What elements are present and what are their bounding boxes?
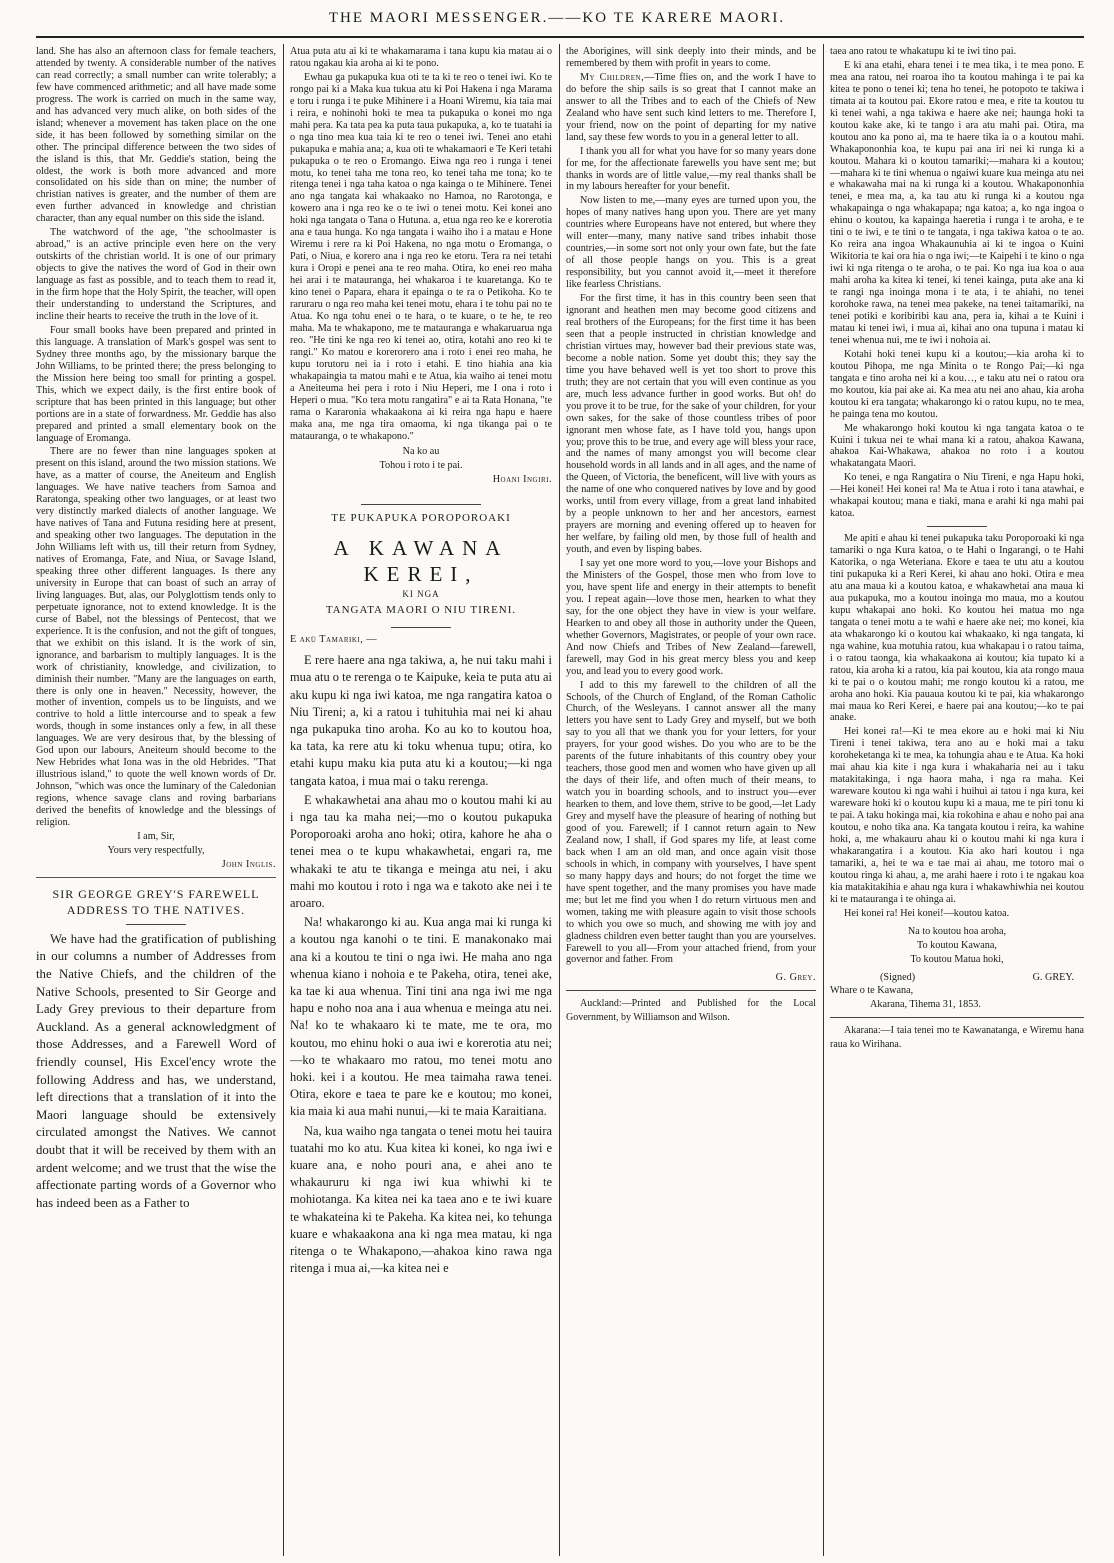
place: Whare o te Kawana, (830, 985, 914, 997)
article-title-maori-sub: TANGATA MAORI O NIU TIRENI. (325, 604, 517, 617)
signature: G. GREY. (1032, 971, 1074, 983)
date: Akarana, Tihema 31, 1853. (870, 999, 981, 1011)
article-title-maori-main: A KAWANA KEREI, (333, 536, 509, 587)
paragraph: The watchword of the age, "the schoolmaster is abroad," is an active principle even here on the very outskirts of the christian world. It is one of our primary objects to give the natives the word of God in their own language as fast as possible, and to teach them to read it, in the firm hope that the Holy Spirit, the teacher, will open their understanding to understand the Scriptures, and incline their hearts to receive the truth in the love of it. (36, 227, 276, 322)
column-divider (559, 44, 560, 1556)
column-1 (36, 46, 276, 1556)
article-intro: We have had the gratification of publishing in our columns a number of Addresses from the Native Chiefs, and the children of the Native Schools, presented to Sir George and Lady Grey previous to their departure from Auckland. As a general acknowledgment of those Addresses, and a Farewell Word of friendly counsel, His Excel'ency wrote the following Address and has, we understand, left directions that a translation of it into the Maori language should be extensively circulated amongst the Natives. We cannot doubt that it will be received by them with an ardent welcome; and we trust that the wise the affectionate parting words of a Governor who has indeed been as a Father to (36, 931, 276, 1210)
signature: Hoani Ingiri. (492, 474, 552, 486)
divider (927, 526, 987, 527)
imprint: Auckland:—Printed and Published for the Local Government, by Williamson and Wilson. (566, 990, 816, 1025)
column-2 (290, 46, 552, 1556)
paragraph: Ko tenei, e nga Rangatira o Niu Tireni, e nga Hapu hoki,—Hei konei! Hei konei ra! Ma te Atua i roto i tana atawhai, e whakapai koutou; mana e tiaki, mana e arahi ki nga mahi pai katoa. (830, 472, 1084, 520)
article-title: SIR GEORGE GREY'S FAREWELL ADDRESS TO THE NATIVES. (52, 886, 260, 917)
closing: To koutou Kawana, (917, 939, 997, 951)
paragraph: I add to this my farewell to the children of all the Schools, of the Church of England, of the Roman Catholic Church, of the Wesleyans. I cannot answer all the many letters you have sent to Lady Grey and myself, but we both say to you all that we thank you for your letters, for your prayers, for your good wishes. Do you who are to be the parents of the future inhabitants of this country obey your teachers, those good men and women who have given up all the days of their life, and often much of their means, to watch you in boarding schools, and to instruct you—ever hearken to them, and love them, strive to be good,—let Lady Grey and myself have the pleasure of hearing of nothing but good of you. Farewell; if I cannot return again to New Zealand now, I shall, if God spares my life, at least come back when I am an old man, and once again visit those schools in which, in company with yourselves, I have spent so many happy days and hours; do not forget the time we have spent together, and the many promises you have made me; but let me find you when I do return virtuous men and women, taking me with pleasure again to visit those schools to which you owe so much, and showing me with joy and gladness children even better taught than you are yourselves. Farewell to you all—From your attached friend, from your governor and father. From (566, 679, 816, 966)
divider (126, 924, 186, 925)
closing: I am, Sir, (137, 830, 175, 842)
column-divider (823, 44, 824, 1556)
paragraph: land. She has also an afternoon class for female teachers, attended by twenty. A considerable number of the natives can read correctly; a small number can write tolerably; a few have commenced arithmetic; and all have made some progress. The work is carried on much in the same way, and has advanced very much alike, on both sides of the island; whenever a movement has taken place on the one side, it has been followed by something similar on the other. The principal difference between the two sides of the island is this, that Mr. Geddie's station, being the oldest, the work is both more advanced and more consolidated on his side than on mine; the number of christian natives is greater, and the number of them are even further advanced in knowledge and christian character, than any equal number on this side the island. (36, 46, 276, 225)
signed-label: (Signed) (880, 971, 916, 983)
paragraph: Na! whakarongo ki au. Kua anga mai ki runga ki a koutou nga kanohi o te tini. E manakonako mai ana ki a koutou te tini o nga iwi. He maha ano nga whenua kiano i nohoia e te Pakeha, otira, tenei ake, ka tae ki aua whenua. Tini tini ana nga iwi me nga hapu e noho noa ana i aua whenua e meinga atu nei. Na! ko te whakaaro ki te mate, me te ora, mo koutou, mo ehinu hoki o aua iwi e korerotia atu nei;—ko te whakaaro mo ratou, mo tenei motu ano hoki. kei i a koutou. He mea taimaha rawa tenei. Otira, ekore e taea te pare ke e koutou; mo konei, kia maia ki aua mahi nunui,—ki te maia Karaitiana. (290, 915, 552, 1119)
signoff: Tohou i roto i te pai. (379, 460, 463, 472)
paragraph: the Aborigines, will sink deeply into their minds, and be remembered by them with profit in years to come. (566, 46, 816, 69)
paragraph: For the first time, it has in this country been seen that ignorant and heathen men may become good citizens and real brothers of the Europeans; for the first time it has been seen that a people instructed in christian knowledge and christian virtues may, however bad their previous state was, become a noble nation. Some yet doubt this; they say the time you have behaved well is yet too short to prove this truth; they are not certain that you will even continue as you are, much less advance further in good works. But oh! do you prove it to be true, for the sake of your children, for your own sakes, for the sake of those countless tribes of poor ignorant men whose fate, as I have told you, hangs upon you; prove this to be true, and every age will bless your race, and the names of many amongst you will become clear household words in all lands and in all ages, and the name of the Queen, of Victoria, the beneficent, will live with yours as the name of one who conquered natives by love and by good works, until from every village, from a great land inhabited by a people unknown to her and her ancestors, earnest prayers are morning and evening offered up to heaven for her welfare, by failing old men, by those full of health and youth, and even by lisping babes. (566, 293, 816, 556)
paragraph: Me apiti e ahau ki tenei pukapuka taku Poroporoaki ki nga tamariki o nga Kura katoa, o te Hahi o Ingarangi, o te Hahi Katorika, o nga Weteriana. Ekore e taea te utu atu a koutou tini pukapuka ki a Reri Kerei, ki ahau ano hoki. Otira e mea atu ana maua ki a koutou katoa, e whakawhetai ana maua ki aua pukapuka, mo a koutou inoinga mo maua, mo a koutou kupu whakapai ano hoki. Ko koutou hei matua mo nga tangata o tenei motu a te wahi e haere ake nei; mo konei, kia ata whakarongo ki o koutou kai whakaako, ki nga tangata, ki nga wahine, kua motuhia ratou, kua whakapau i o ratou taima, i o ratou taonga, kia whakaakona ai koutou; kia tupato ki a ratou, kia aroha ki a ratou, kia pai koutou, kia ata rongo maua ki te pai o o koutou mahi; me rongo koutou ki a ratou, me aroha ano hoki. Kia pauaua koutou ki te pai, kia whakarongo mai maua ko Reri Kerei, e haere pai ana koutou;—ko te pai anake. (830, 533, 1084, 724)
paragraph: Now listen to me,—many eyes are turned upon you, the hopes of many natives hang upon you. There are yet many countries where Europeans have not entered, but where they will enter—many, many native sand tribes inhabit those countries,—in some sort not only your own fate, but the fate of all those people hangs on you. This is a great responsibility, but you cannot avoid it,—meet it therefore like fearless Christians. (566, 195, 816, 291)
paragraph: I say yet one more word to you,—love your Bishops and the Ministers of the Gospel, those men who from love to you, have spent life and energy in their attempts to benefit you. I repeat again—love those men, hearken to what they say, for the one object they have in view is your welfare. Hearken to and obey all those in authority under the Queen, whether Governors, Magistrates, or people of your own race. And now Chiefs and Tribes of New Zealand—farewell, farewell, may God in his great mercy bless you and keep you, and lead you to every good work. (566, 558, 816, 677)
closing: Na to koutou hoa aroha, (907, 925, 1007, 937)
signature-line (830, 972, 1084, 984)
paragraph: My Children,—Time flies on, and the work I have to do before the ship sails is so great that I cannot make an answer to all the Tribes and to each of the Chiefs of New Zealand who have sent such kind letters to me. Therefore I, your friend, now on the point of departing for my native land, say these few words to you in a general letter to all. (566, 71, 816, 143)
column-3 (566, 46, 816, 1556)
signature: G. Grey. (775, 972, 816, 984)
divider (36, 877, 276, 878)
paragraph: E rere haere ana nga takiwa, a, he nui taku mahi i mua atu o te rerenga o te Kaipuke, keia te puta atu ai aku kupu ki nga iwi katoa, me nga rangatira katoa o Niu Tireni; a, ki a ratou i tuhituhia mai nei ki ahau nga pukapuka tino aroha. Ko au ko to koutou hoa, ka tata, ka rere atu ki toku whenua tupu; otira, ko etahi kupu maku kia puta atu ki a koutou;—ki nga tangata katoa, i mua mai o taku rerenga. (290, 653, 552, 788)
paragraph: Kotahi hoki tenei kupu ki a koutou;—kia aroha ki to koutou Pihopa, me nga Minita o te Rongo Pai;—ki nga tangata e tino aroha nei ki a kou…, e taku atu nei o ratou ora mo koutou, kia pai ake ai. Ka mea atu nei ano ahau, kia aroha koutou ki era tangata; whakarongo ki o ratou kupu, no te mea, he painga tena mo koutou. (830, 348, 1084, 420)
article-title-maori: TE PUKAPUKA POROPOROAKI (331, 512, 511, 525)
divider (361, 504, 481, 505)
divider (391, 627, 451, 628)
paragraph: Ewhau ga pukapuka kua oti te ta ki te reo o tenei iwi. Ko te rongo pai ki a Maka kua tukua atu ki Poi Hakena i nga Marama e toru i runga i te puke Mihinere i a Hoani Wiremu, kia taia mai i reira, e nohinohi hoki te mea ta pukapuka o konei mo nga mahi pera. Ka tata pea ka puta taua pukapuka, a, ko te tuatahi ia o nga tino mea kua taia ki te reo o tenei iwi. Tenei ano etahi pukapuka e mahia ana; a, kua oti te whakamaori e Te Keri tetahi pukapuka o te reo o Eromango. Eiwa nga reo i runga i tenei motu, ko tenei taha me tona reo, ko tenei taha me tona; ko te ritenga tenei i nga taha katoa o nga kainga o te Mihinere. Tenei ano nga tangata kai whakaako no Hamoa, no Rarotonga, e kowero ana i nga reo ke o te iwi o tenei motu. Kei konei ano hoki nga tangata o Tana o Hutuna. a, etua nga reo ke e korerotia ana e taua hunga. Ko nga tangata i waiho iho i a matau e Hone Wiremu i rere ra ki Poi Hakena, no nga motu o Eromanga, o Pati, o Niua, e korero ana i nga reo ke etoru. Tera ra nei tetahi kura i Oropi e penei ana te reo maha. Otira, ko enei reo maha hei arai i te matauranga, hei whakaroa i te kuaretanga. Ko te kino tenei o Papara, ehara it epainga o te ra o Petikoha. Ko te raruraru o nga reo maha kei tenei motu, ehara i te tohu pai no te Atua. Ko nga tohu enei o te hara, o te kuare, o te he, te reo maha. Ma te whakapono, me te matauranga e whakaruarua nga reo. "He tini ke nga reo ki tenei ao, otira, kotahi ano reo ki te rangi." Ko matou e korerorero ana i roto i enei reo maha, he kupu torutoru nei ia i roto i etahi. E tino hiahia ana kia whakapaingia ta matou mahi e te Atua, kia waiho ai tenei motu a Aneiteuma hei pera i roto i Niu Heperi, me I ona i roto i Heperi o mua. "Ko tera motu rangatira" e ai ta Rata Honana, "te rama o Kararonia whakaakona ai ki reira nga hapu e haere maka ana, me nga tira omaoma, ki nga tikanga pai o te matauranga, o te whakapono." (290, 71, 552, 442)
paragraph: Hei konei ra! Hei konei!—koutou katoa. (844, 907, 1010, 919)
signature: John Inglis. (221, 858, 276, 870)
column-divider (283, 44, 284, 1556)
paragraph: Atua puta atu ai ki te whakamarama i tana kupu kia matau ai o ratou ngakau kia aroha ai ki te pono. (290, 46, 552, 69)
paragraph: Four small books have been prepared and printed in this language. A translation of Mark's gospel was sent to Sydney three months ago, by the missionary barque the John Williams, to be printed there; the press belonging to the Mission here being too small for printing a gospel. This, which we expect daily, is the first entire book of scripture that has been printed in this language; but other portions are in a state of forwardness. Mr. Geddie has also prepared and printed a small elementary book on the language of Eromanga. (36, 324, 276, 444)
paragraph: E whakawhetai ana ahau mo o koutou mahi ki au i nga tau ka maha nei;—mo o koutou pukapuka Poroporoaki aroha ano hoki; otira, kahore he aha o tenei mea o te kupu whakawhetai, engari ra, me whakaki te atu te tikanga e meinga atu nei, i aku mahi mo koutou i roto i nga wa e takoto ake nei i te aroaro. (290, 792, 552, 910)
paragraph-text: Time flies on, and the work I have to do before the ship sails is so great that I cannot make an answer to all the Tribes and to each of the Chiefs of New Zealand who have sent such kind letters to me. Therefore I, your friend, now on the point of departing for my native land, say these few words to you in a general letter to all. (566, 71, 816, 143)
signoff: Na ko au (402, 446, 440, 458)
article-title-maori-ki: KI NGA (402, 589, 440, 600)
paragraph: I thank you all for what you have for so many years done for me, for the affectionate farewells you have sent me; but thanks in words are of little value,—my real thanks shall be in my labours hereafter for your benefit. (566, 145, 816, 193)
imprint: Akarana:—I taia tenei mo te Kawanatanga, e Wiremu hana raua ko Wirihana. (830, 1017, 1084, 1052)
masthead: THE MAORI MESSENGER.——KO TE KARERE MAORI. (328, 10, 786, 26)
closing: To koutou Matua hoki, (910, 953, 1004, 965)
paragraph: There are no fewer than nine languages spoken at present on this island, around the two mission stations. We have, as a matter of course, the Aneiteum and English languages. We have native teachers from Samoa and Raratonga, speaking other two languages, or at least two very distinctly marked dialects of another language. We have natives of Tana and Futuna residing here at present, and speaking other two languages. The deputation in the John Williams left with us, till their return from Sydney, natives of Eromanga, Fate, and Niua, or Savage Island, speaking three other different languages. Is there any university in Europe that can boast of such an array of living languages. But, alas, our Polyglottism tends only to perpetuate ignorance, not to extend knowledge. It is the curse of Babel, not the blessings of Pentecost, that we experience. It is the confusion, and not the gift of tongues, that we exhibit on this island. It is the work of sin, ignorance, and barbarism to multiply languages. It is the work of christianity, knowledge, and civilization, to diminish their number. "Many are the languages on earth, there is only one in heaven." Necessity, however, the mother of invention, compels us to be linguists, and we contrive to hold a little intercourse and to speak a few words, though in some instances only a few, in all these languages. We are very desirous that, by the blessing of God upon our labours, Aneiteum should become to the New Hebrides what Iona was in the old Hebrides. "That illustrious island," to quote the well known words of Dr. Johnson, "which was once the luminary of the Caledonian regions, whence savage clans and roving barbarians derived the benefits of knowledge and the blessings of religion. (36, 446, 276, 828)
paragraph: taea ano ratou te whakatupu ki te iwi tino pai. (830, 46, 1017, 57)
paragraph: Me whakarongo hoki koutou ki nga tangata katoa o te Kuini i tukua nei te whai mana ki a ratou, ahakoa Kawana, ahakoa Kai-Whakawa, ahakoa no roto i a koutou whakatangata Maori. (830, 422, 1084, 470)
salutation: E akü Tamariki, — (290, 634, 378, 646)
salutation: My Children, (580, 71, 645, 83)
paragraph: E ki ana etahi, ehara tenei i te mea tika, i te mea pono. E mea ana ratou, nei roaroa iho ta koutou mahinga i te pai ka kitea te pono o tenei ki; tena ho tenei, he potopoto te takiwa i timata ai ta koutou pai. Ekore ratou e mea, e rite ta koutou tu ki tenei wahi, a nga takiwa e haere ake nei; haunga hoki ta koutou kake ake, ki te tango i ara atu mahi pai. Otira, ma koutou ano ka pono ai, ma te haere tika ia o a koutou mahi. Whakapononhia koa, te kupu pai ana iri nei ki runga ki a koutou. Mahara ki o koutou tamariki;—mahara ki a koutou;—mahara ki te tini whenua o ngaiwi kuare kua meinga atu nei e whakawaha mai na ki runga ki a koutou. Whakapononhia tenei, e mea ma, a, ka tau atu ki runga ki a koutou nga whakapainga o nga whakapapa; nga katoa; a, ko nga ingoa o ehinu o koutou, ka kapainga haeretia i runga i te aroha, e te tini o te iwi, e te tini o te tangata, i nga takiwa katoa o te ao. Ko reira ana ingoa Whakaunuhia ai ki te ingoa o Kuini Wikitoria te kai ora hia o nga iwi;—te Kaipehi i te kino o nga iwi ki nga ritenga o te aroha, o te pai. Ko nga iua koa o aua mahi aroha ka kitea ki tenei, ki tenei kainga, puta ake ana ki te rangi nga inoinga mona i te ata, i te ahiahi, no tenei korohoke rawa, na tenei mea pakeke, na tenei taitamariki, na tenei potiki e koribiribi kau ana, pera ia, kihai a te Kuini i matau ki tenei iwi, i mua ai, kihai ano ona tupuna i matau ki tenei whenua nui, me te iwi i nohoia ai. (830, 59, 1084, 346)
paragraph: Na, kua waiho nga tangata o tenei motu hei tauira tuatahi mo ko atu. Kua kitea ki konei, ko nga iwi e kuare ana, e noho pouri ana, e ahei ano te whakaururu ki nga iwi kua whiwhi ki te mohiotanga. Ka kitea nei ka taea ano e te iwi kuare te whakateina ki te Pakeha. Ka kitea nei, ko tehunga kuare e whakaakona ana ki nga mea matau, ki nga ritenga o te Whakapono,—ahakoa kino rawa nga ritenga i mua ai,—ka kitea nei e (290, 1123, 552, 1276)
closing: Yours very respectfully, (107, 844, 205, 856)
masthead-rule (36, 36, 1084, 38)
column-4 (830, 46, 1084, 1556)
paragraph: Hei konei ra!—Ki te mea ekore au e hoki mai ki Niu Tireni i tenei takiwa, tera ano au e hoki mai a taku koroheketanga ki te mea, ka tohungia ahau e te Atua. Ka hoki mai ahau kia kite i nga kura i whakaharia nei au i taku matakitakinga, i nga haora maha, i nga ra maha. Kei wareware koutou ki nga wahi i huihui ai tatou i nga kura, kei wareware hoki ki o koutou kupu ki a maua, me te piri tonu ki te pai. A taku hokinga mai, kia rokohina e ahau e noho pai ana koutou, e noho tika ana. Ka tangata koutou i reira, ka wahine hoki, a, me whakauru ahau ki o koutou mahi ki nga kura i whakarangatira i a koutou. Kia ako hari koutou i nga tamariki, a, hei te wa e tae mai ai ahau, me totoro mai o koutou ringa ki ahau, a, me arahi haere i roto i te ngakau koa kia matakitakihia e ahau nga kura i whakawhiwhia nei koutou ki te matauranga i te ohinga ai. (830, 726, 1084, 905)
